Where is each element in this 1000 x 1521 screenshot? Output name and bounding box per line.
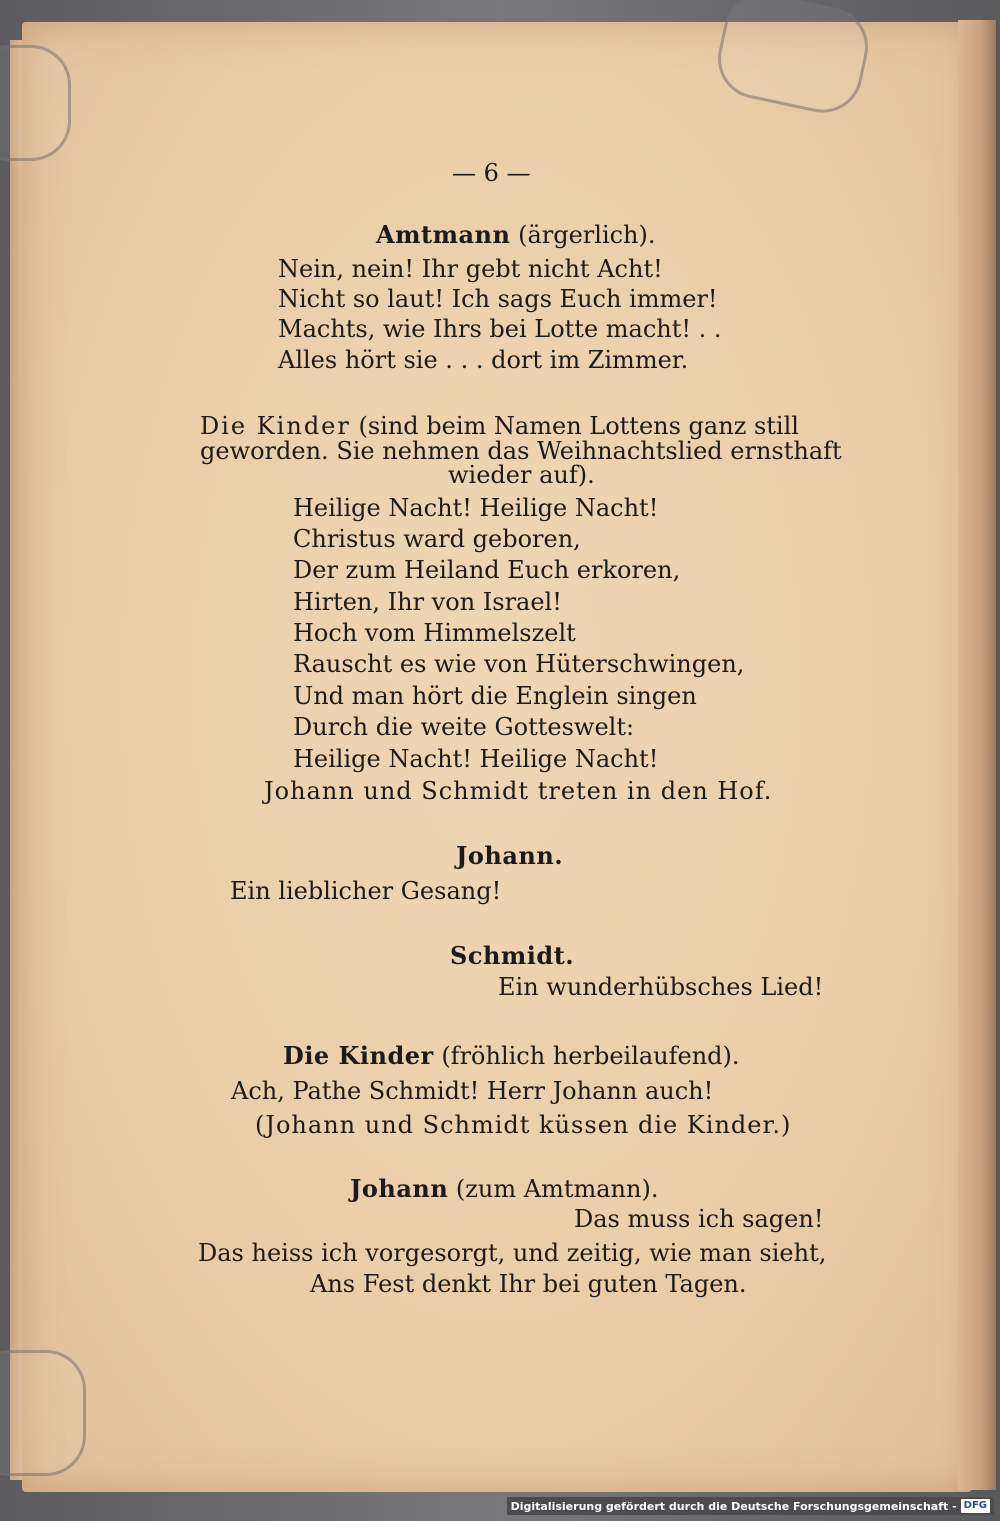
verse-line: Alles hört sie . . . dort im Zimmer.	[278, 346, 689, 374]
song-line: Durch die weite Gotteswelt:	[293, 713, 635, 741]
dialogue-line: Ein wunderhübsches Lied!	[498, 973, 824, 1001]
digitization-footer	[507, 1497, 994, 1515]
dfg-logo: DFG	[961, 1499, 990, 1513]
song-line: Heilige Nacht! Heilige Nacht!	[293, 494, 659, 522]
speaker-name-schmidt: Schmidt.	[450, 941, 575, 970]
song-line: Rauscht es wie von Hüterschwingen,	[293, 650, 745, 678]
song-line: Hirten, Ihr von Israel!	[293, 588, 562, 616]
dialogue-line: Das muss ich sagen!	[574, 1205, 824, 1233]
dialogue-line: Ach, Pathe Schmidt! Herr Johann auch!	[231, 1077, 714, 1105]
speaker-name: Amtmann	[376, 220, 511, 249]
verse-line: Nicht so laut! Ich sags Euch immer!	[278, 285, 718, 313]
stage-direction: Johann und Schmidt treten in den Hof.	[264, 777, 773, 805]
speech-johann-heading	[350, 1173, 658, 1205]
footer-text: Digitalisierung gefördert durch die Deutsche Forschungsgemeinschaft -	[510, 1499, 957, 1513]
page-number: — 6 —	[452, 159, 531, 187]
speaker-name: Die Kinder	[200, 412, 351, 440]
stage-direction: (fröhlich herbeilaufend).	[433, 1042, 740, 1070]
stage-direction: (ärgerlich).	[510, 221, 656, 249]
stage-direction: geworden. Sie nehmen das Weihnachtslied ernsthaft	[200, 437, 842, 465]
song-line: Der zum Heiland Euch erkoren,	[293, 556, 681, 584]
stage-direction: wieder auf).	[448, 461, 595, 489]
dialogue-line: Das heiss ich vorgesorgt, und zeitig, wie man sieht,	[198, 1239, 827, 1267]
stage-direction: (zum Amtmann).	[448, 1175, 659, 1203]
speaker-name-johann: Johann.	[456, 841, 564, 870]
verse-line: Nein, nein! Ihr gebt nicht Acht!	[278, 255, 663, 283]
speech-amtmann-heading	[376, 219, 656, 251]
stage-direction: (Johann und Schmidt küssen die Kinder.)	[255, 1111, 792, 1139]
stage-direction: (sind beim Namen Lottens ganz still	[350, 412, 799, 440]
verse-line: Machts, wie Ihrs bei Lotte macht! . .	[278, 315, 722, 343]
song-line: Hoch vom Himmelszelt	[293, 619, 576, 647]
speaker-name: Johann	[350, 1174, 449, 1203]
speaker-name: Die Kinder	[283, 1041, 434, 1070]
dialogue-line: Ans Fest denkt Ihr bei guten Tagen.	[310, 1270, 747, 1298]
dialogue-line: Ein lieblicher Gesang!	[230, 877, 502, 905]
song-line: Christus ward geboren,	[293, 525, 581, 553]
song-line: Und man hört die Englein singen	[293, 682, 697, 710]
speech-kinder-heading	[283, 1040, 740, 1072]
song-line: Heilige Nacht! Heilige Nacht!	[293, 745, 659, 773]
